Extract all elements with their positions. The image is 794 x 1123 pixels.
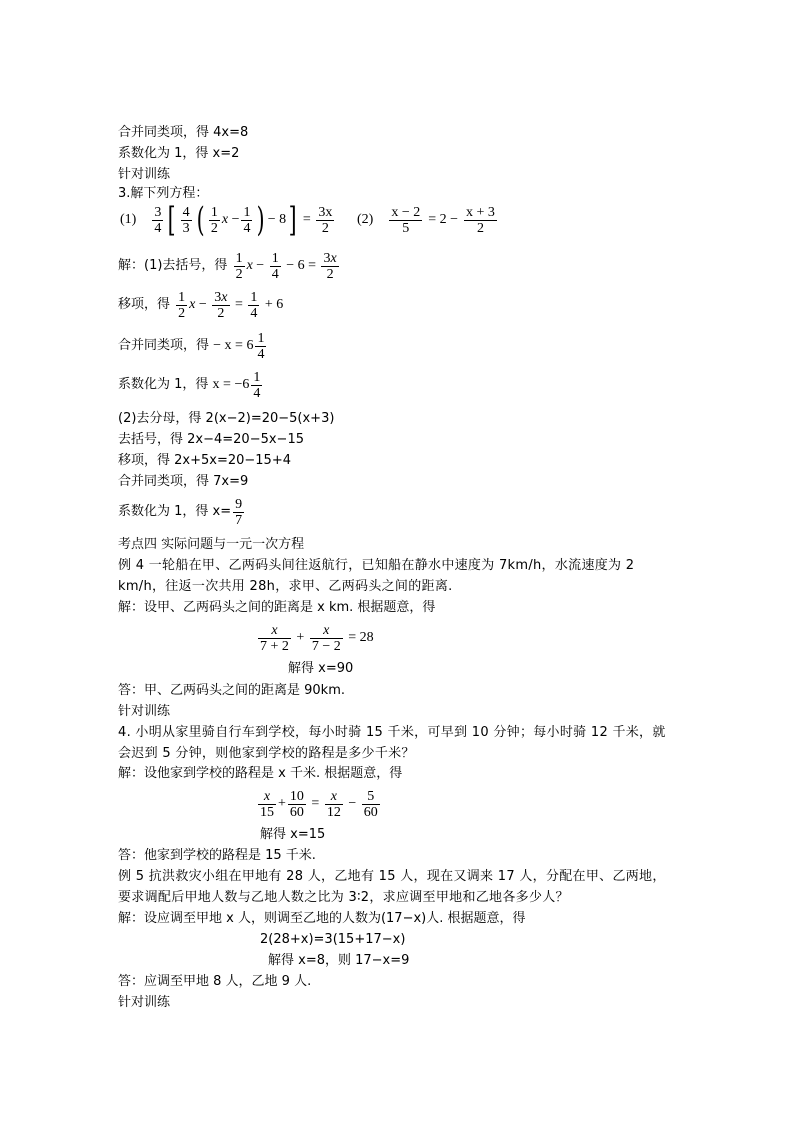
step-line: (2)去分母，得 2(x−2)=20−5(x+3) (118, 411, 335, 426)
step-line: 去括号，得 2x−4=20−5x−15 (118, 432, 304, 447)
solution-intro: 解：设甲、乙两码头之间的距离是 x km. 根据题意，得 (118, 600, 436, 615)
step-line: 系数化为 1，得 x= $\frac{9}{7}$ (118, 496, 243, 528)
eq-label: (1) (120, 212, 137, 227)
result-line: 解得 x=15 (260, 827, 326, 842)
answer-line: 答：他家到学校的路程是 15 千米. (118, 848, 316, 863)
text-line: 系数化为 1，得 x=2 (118, 146, 240, 161)
example-4-text: 例 4 一轮船在甲、乙两码头间往返航行，已知船在静水中速度为 7km/h，水流速度为 2 km/h，往返一次共用 28h，求甲、乙两码头之间的距离. (118, 558, 635, 594)
step-line: 移项，得 $\frac{1}{2}$ x − $\frac{3x}{2}$ = $\frac{1}{4}$ + 6 (118, 289, 284, 321)
equation-2: (2) $\frac{x - 2}{5}$ = 2 − $\frac{x + 3}{2}$ (357, 204, 495, 236)
solution-intro: 解：设他家到学校的路程是 x 千米. 根据题意，得 (118, 766, 403, 781)
step-line: 合并同类项，得 − x = 6 $\frac{1}{4}$ (118, 330, 265, 362)
result-line: 解得 x=8，则 17−x=9 (268, 953, 410, 968)
equation: $\frac{x}{15}$ + $\frac{10}{60}$ = $\frac{x}{12}$ − $\frac{5}{60}$ (260, 788, 378, 820)
text-line: 合并同类项，得 4x=8 (118, 125, 249, 140)
text-line: 针对训练 (118, 704, 171, 719)
step-line: 合并同类项，得 7x=9 (118, 474, 249, 489)
answer-line: 答：应调至甲地 8 人，乙地 9 人. (118, 974, 312, 989)
text-line: 针对训练 (118, 167, 171, 182)
example-5-text: 例 5 抗洪救灾小组在甲地有 28 人，乙地有 15 人，现在又调来 17 人，分配在甲、乙两地，要求调配后甲地人数与乙地人数之比为 3∶2，求应调至甲地和乙地各多少人？ (118, 869, 666, 905)
equation: 2(28+x)=3(15+17−x) (260, 932, 406, 947)
equation-1: (1) $\frac{3}{4}$ [ $\frac{4}{3}$ ( $\frac{1}{2}$ x − $\frac{1}{4}$ ) − 8 ] = $\frac{3x}{2}$ (120, 200, 333, 240)
step-line: 解：(1)去括号，得 $\frac{1}{2}$ x − $\frac{1}{4}$ − 6 = $\frac{3x}{2}$ (118, 250, 337, 282)
equation: $\frac{x}{7 + 2}$ + $\frac{x}{7 - 2}$ = 28 (260, 622, 374, 654)
solution-intro: 解：设应调至甲地 x 人，则调至乙地的人数为(17−x)人. 根据题意，得 (118, 911, 526, 926)
section-heading: 考点四 实际问题与一元一次方程 (118, 537, 305, 552)
step-line: 系数化为 1，得 x = −6 $\frac{1}{4}$ (118, 369, 261, 401)
text-line: 针对训练 (118, 995, 171, 1010)
step-line: 移项，得 2x+5x=20−15+4 (118, 453, 291, 468)
answer-line: 答：甲、乙两码头之间的距离是 90km. (118, 683, 345, 698)
result-line: 解得 x=90 (288, 661, 354, 676)
problem-heading: 3.解下列方程： (118, 186, 209, 201)
question-4-text: 4. 小明从家里骑自行车到学校，每小时骑 15 千米，可早到 10 分钟；每小时骑 12 千米，就会迟到 5 分钟，则他家到学校的路程是多少千米？ (118, 725, 666, 761)
